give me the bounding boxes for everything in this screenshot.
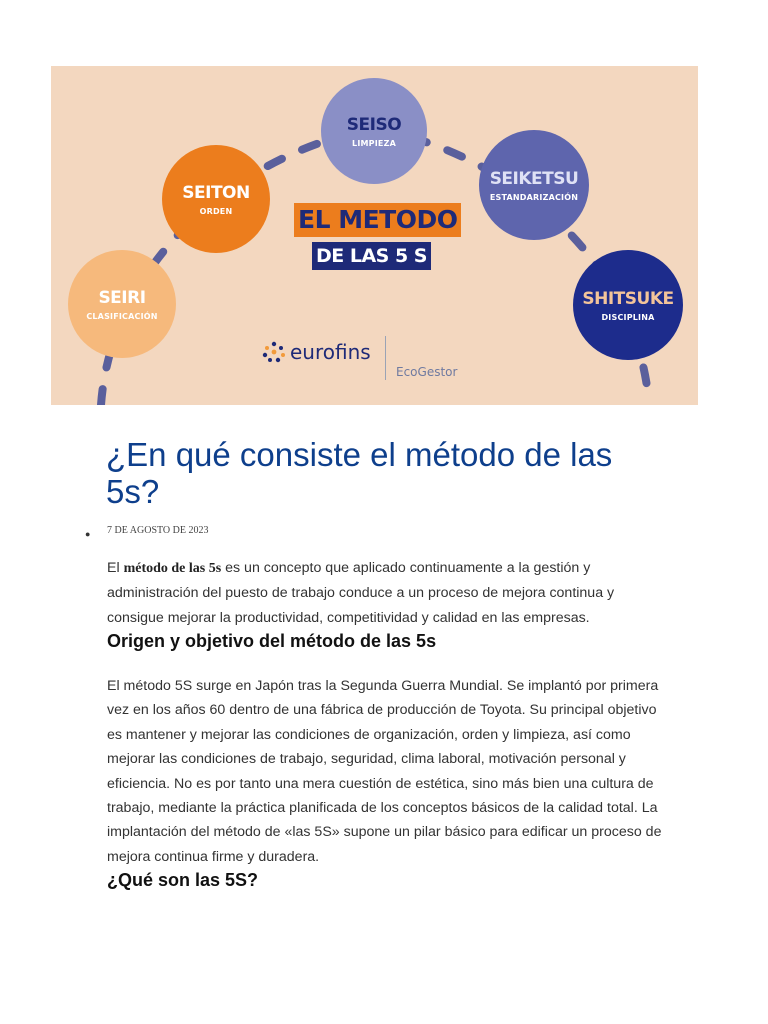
circle-shitsuke <box>573 250 683 360</box>
circle-seiton-subtitle: ORDEN <box>199 206 233 216</box>
circle-seiri-subtitle: CLASIFICACIÓN <box>86 311 158 321</box>
logo-divider <box>385 336 386 380</box>
circle-shitsuke-title: SHITSUKE <box>582 288 674 309</box>
banner-title-line1: EL METODO <box>294 203 461 237</box>
circle-seiso <box>321 78 427 184</box>
article-date: 7 DE AGOSTO DE 2023 <box>107 525 209 536</box>
origen-paragraph: El método 5S surge en Japón tras la Segunda Guerra Mundial. Se implantó por primera vez en los años 60 dentro de una fábrica de producción de Toyota. Su principal objetivo es mantener y mejorar las condiciones de organización, orden y limpieza, así como mejorar las condiciones de trabajo, seguridad, clima laboral, motivación personal y eficiencia. No es por tanto una mera cuestión de estética, sino más bien una cultura de trabajo, mediante la práctica planificada de los conceptos básicos de la calidad total. La implantación del método de «las 5S» supone un pilar básico para edificar un proceso de mejora continua firme y duradera. <box>107 678 662 865</box>
intro-paragraph <box>107 556 667 630</box>
section-heading-origen: Origen y objetivo del método de las 5s <box>107 631 437 651</box>
circle-seiton <box>162 145 270 253</box>
article-title: ¿En qué consiste el método de las 5s? <box>106 436 613 510</box>
banner-image <box>51 66 698 405</box>
eurofins-dots-icon <box>262 341 286 363</box>
circle-seiketsu-subtitle: ESTANDARIZACIÓN <box>489 192 579 202</box>
intro-bold-term: método de las 5s <box>123 561 222 576</box>
eurofins-logo-text: eurofins <box>290 340 371 364</box>
circle-seiri-title: SEIRI <box>98 287 146 308</box>
circle-shitsuke-subtitle: DISCIPLINA <box>601 312 655 322</box>
ecogestor-logo-text: EcoGestor <box>396 365 458 379</box>
circle-seiketsu <box>479 130 589 240</box>
eurofins-logo <box>262 340 371 364</box>
intro-prefix: El <box>107 560 124 576</box>
intro-rest: es un concepto que aplicado continuamente a la gestión y administración del puesto de trabajo conduce a un proceso de mejora continua y consigue mejorar la productividad, competitividad y calidad en las empresas. <box>107 560 615 626</box>
banner-title-line2: DE LAS 5 S <box>312 242 431 270</box>
circle-seiketsu-title: SEIKETSU <box>489 168 579 189</box>
circle-seiso-subtitle: LIMPIEZA <box>352 138 396 148</box>
section-heading-que-son: ¿Qué son las 5S? <box>107 870 259 890</box>
circle-seiri <box>68 250 176 358</box>
circle-seiso-title: SEISO <box>346 114 402 135</box>
circle-seiton-title: SEITON <box>182 182 250 203</box>
date-bullet: ● <box>85 529 91 539</box>
